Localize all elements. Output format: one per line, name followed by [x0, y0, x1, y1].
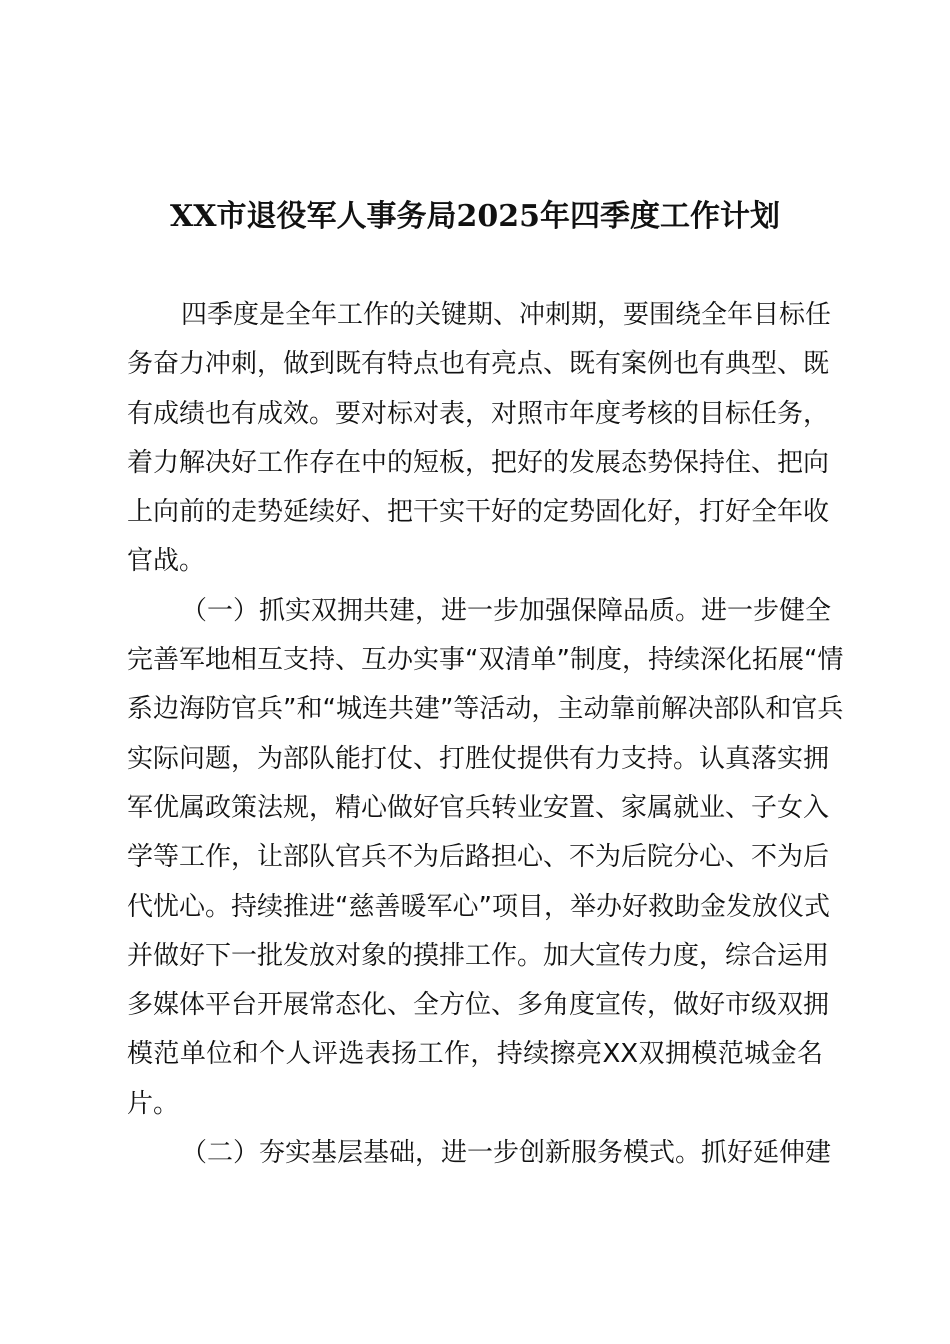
- text-line: 军优属政策法规，精心做好官兵转业安置、家属就业、子女入: [127, 792, 830, 823]
- text-line: 着力解决好工作存在中的短板，把好的发展态势保持住、把向: [127, 447, 830, 478]
- document-body: [127, 291, 844, 1178]
- document-title: XX市退役军人事务局2025年四季度工作计划: [169, 199, 781, 234]
- text-line: 官战。: [127, 546, 206, 577]
- text-line: 多媒体平台开展常态化、全方位、多角度宣传，做好市级双拥: [127, 990, 830, 1021]
- paragraph-section-2: [127, 1129, 832, 1178]
- text-line: 上向前的走势延续好、把干实干好的定势固化好，打好全年收: [127, 497, 830, 528]
- text-line: 实际问题，为部队能打仗、打胜仗提供有力支持。认真落实拥: [127, 743, 830, 774]
- text-line: 四季度是全年工作的关键期、冲刺期，要围绕全年目标任: [181, 300, 832, 330]
- text-line: 系边海防官兵”和“城连共建”等活动，主动靠前解决部队和官兵: [127, 694, 844, 725]
- section-heading-line: （一）抓实双拥共建，进一步加强保障品质。进一步健全: [181, 595, 832, 626]
- text-line: 完善军地相互支持、互办实事“双清单”制度，持续深化拓展“情: [127, 645, 844, 676]
- text-line: 模范单位和个人评选表扬工作，持续擦亮XX双拥模范城金名: [127, 1039, 823, 1070]
- text-line: 学等工作，让部队官兵不为后路担心、不为后院分心、不为后: [127, 842, 830, 873]
- paragraph-section-1: [127, 587, 844, 1129]
- text-line: 务奋力冲刺，做到既有特点也有亮点、既有案例也有典型、既: [127, 349, 830, 380]
- text-line: 片。: [127, 1088, 180, 1119]
- text-line: 并做好下一批发放对象的摸排工作。加大宣传力度，综合运用: [127, 940, 830, 971]
- text-line: 代忧心。持续推进“慈善暖军心”项目，举办好救助金发放仪式: [127, 891, 830, 922]
- text-line: 有成绩也有成效。要对标对表，对照市年度考核的目标任务，: [127, 398, 830, 429]
- section-heading-line: （二）夯实基层基础，进一步创新服务模式。抓好延伸建: [181, 1138, 832, 1169]
- paragraph-intro: [127, 291, 832, 587]
